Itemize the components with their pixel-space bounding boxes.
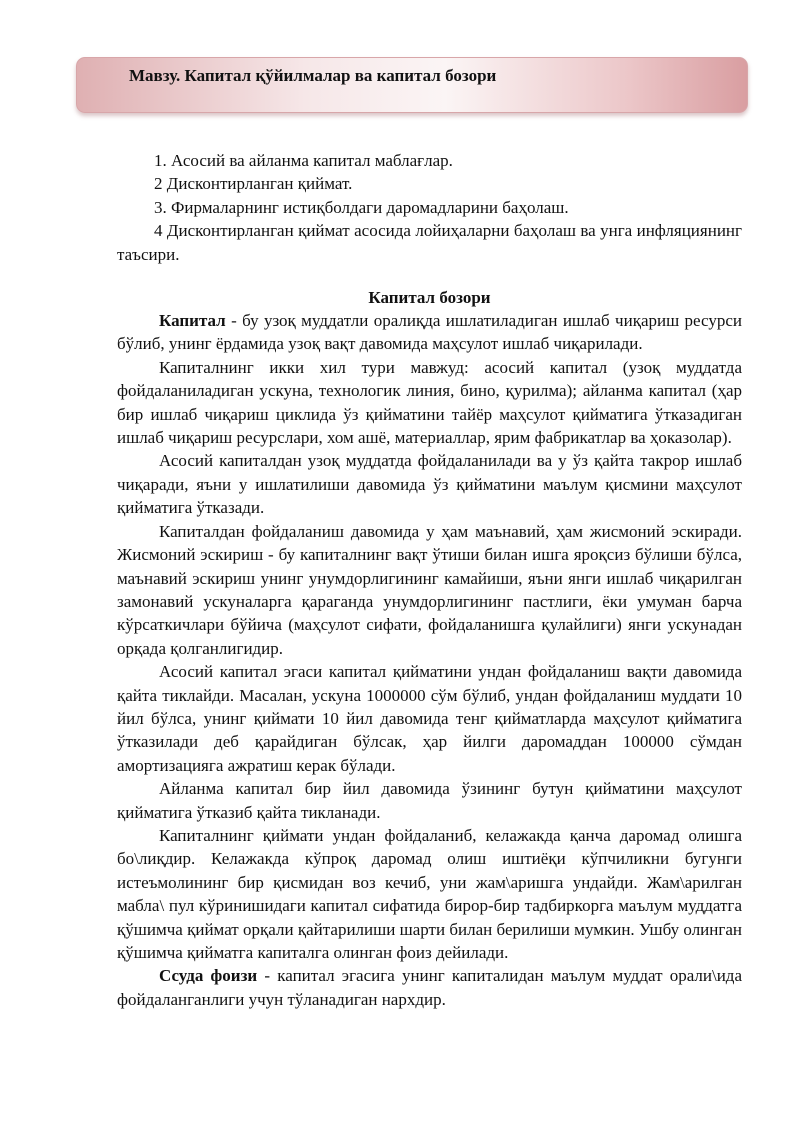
paragraph-text: - бу узоқ муддатли оралиқда ишлатиладиган ишлаб чиқариш ресурси бўлиб, унинг ёрдамида узоқ вақт давомида маҳсулот ишлаб чиқарилади. [117,311,742,354]
paragraph-capital-definition [117,309,742,356]
paragraph-text: - капитал эгасига унинг капиталидан маълум муддат орали\ида фойдаланганлиги учун тўланадиган нархдир. [117,966,742,1009]
document-body [117,149,742,1011]
section-heading: Капитал бозори [368,288,491,308]
plan-item-3: 3. Фирмаларнинг истиқболдаги даромадларини баҳолаш. [154,197,569,217]
paragraph-loan-interest [117,964,742,1011]
paragraph-working-capital: Айланма капитал бир йил давомида ўзининг бутун қийматини маҳсулот қийматига ўтказиб қайта тикланади. [117,779,742,822]
plan-item-2: 2 Дисконтирланган қиймат. [154,174,353,194]
term-capital: Капитал [159,311,226,331]
paragraph-fixed-capital: Асосий капиталдан узоқ муддатда фойдаланилади ва у ўз қайта такрор ишлаб чиқаради, яъни у ишлатилиши давомида ўз қийматини маълум қисмини маҳсулот қийматига ўтказади. [117,451,742,518]
paragraph-depreciation: Капиталдан фойдаланиш давомида у ҳам маънавий, ҳам жисмоний эскиради. Жисмоний эскириш - бу капиталнинг вақт ўтиши билан ишга яроқсиз бўлиши бўлса, маънавий эскириш унинг унумдорлигининг камайиши, яъни янги ишлаб чиқарилган замонавий ускуналарга қараганда унумдорлигининг пастлиги, ёки умуман барча кўрсаткичлари бўйича (маҳсулот сифати, фойдаланишга қулайлиги) янги ускунадан орқада қолганлигидир. [117,521,742,658]
plan-item-1: 1. Асосий ва айланма капитал маблағлар. [154,151,453,170]
paragraph-capital-types: Капиталнинг икки хил тури мавжуд: асосий капитал (узоқ муддатда фойдаланиладиган ускуна, технологик линия, бино, қурилма); айланма капитал (ҳар бир ишлаб чиқариш циклида ўз қийматини тайёр маҳсулот қийматига ўтказадиган ишлаб чиқариш ресурслари, хом ашё, материаллар, ярим фабрикатлар ва ҳоказолар). [117,357,742,448]
paragraph-amortization-example: Асосий капитал эгаси капитал қийматини ундан фойдаланиш вақти давомида қайта тиклайди. Масалан, ускуна 1000000 сўм бўлиб, ундан фойдаланиш муддати 10 йил бўлса, унинг қиймати 10 йил давомида тенг қийматларда маҳсулот қийматига ўтказилади деб қарайдиган бўлсак, ҳар йилги даромаддан 100000 сўмдан амортизацияга ажратиш керак бўлади. [117,662,742,775]
paragraph-capital-value: Капиталнинг қиймати ундан фойдаланиб, келажакда қанча даромад олишга бо\лиқдир. Келажакда кўпроқ даромад олиш иштиёқи кўпчиликни бугунги истеъмолининг бир қисмидан воз кечиб, уни жам\аришга ундайди. Жам\арилган мабла\ пул кўринишидаги капитал сифатида бирор-бир тадбиркорга маълум муддатга қўшимча қиймат орқали қайтарилиши шарти билан берилиши мумкин. Ушбу олинган қўшимча қийматга капиталга олинган фоиз дейилади. [117,825,742,962]
topic-banner [76,57,748,113]
topic-title: Мавзу. Капитал қўйилмалар ва капитал бозори [129,66,497,85]
term-loan-interest: Ссуда фоизи [159,966,258,986]
plan-item-4: 4 Дисконтирланган қиймат асосида лойиҳаларни баҳолаш ва унга инфляциянинг таъсири. [117,221,742,264]
